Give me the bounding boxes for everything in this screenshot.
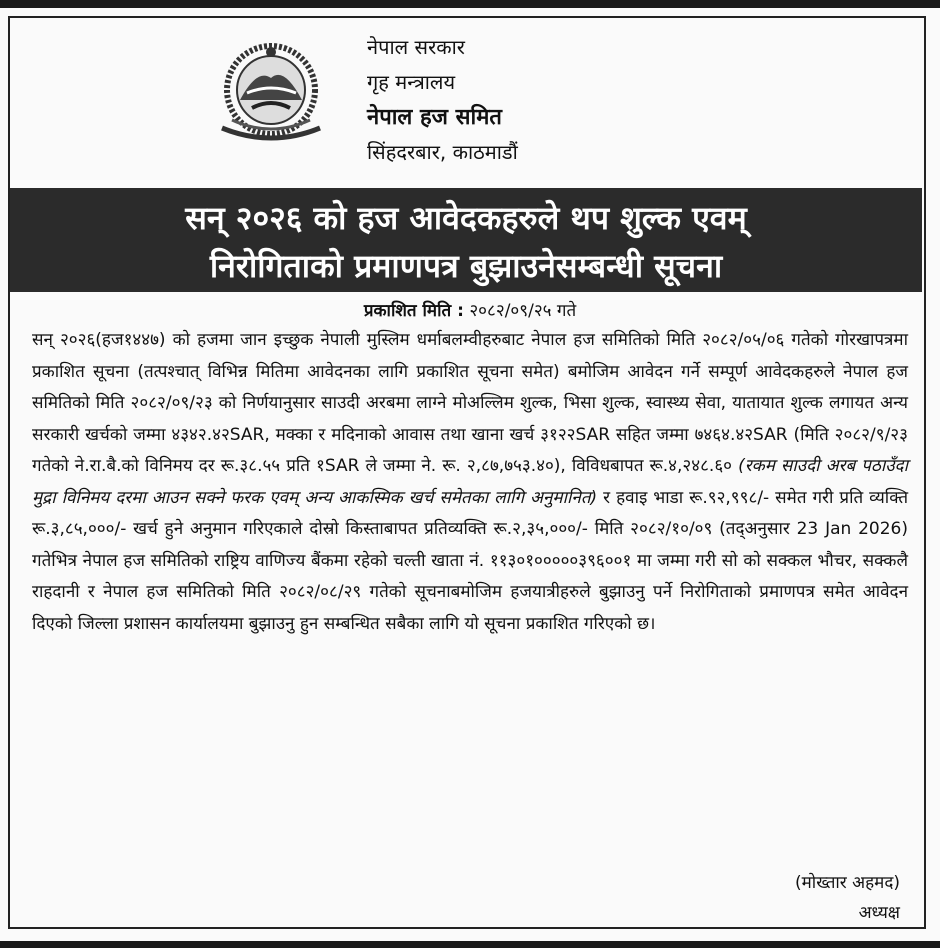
published-date-label: प्रकाशित मिति : — [363, 301, 464, 321]
signatory-designation: अध्यक्ष — [858, 903, 900, 923]
body-text-part-2: र हवाइ भाडा रू.९२,९९८/- समेत गरी प्रति व्यक्ति रू.३,८५,०००/- खर्च हुने अनुमान गरिएकाले दोस्रो किस्ताबापत प्रतिव्यक्ति रू.२,३५,०००/- मिति २०८२/१०/०९ (तद्अनुसार 23 Jan 2026) गतेभित्र नेपाल हज समितिको राष्ट्रिय वाणिज्य बैंकमा रहेको चल्ती खाता नं. ११३०१०००००३९६००१ मा जम्मा गरी सो को सक्कल भौचर, सक्कलै राहदानी र नेपाल हज समितिको मिति २०८२/०८/२९ गतेको सूचनाबमोजिम हजयात्रीहरुले बुझाउनु पर्ने निरोगिताको प्रमाणपत्र समेत आवेदन दिएको जिल्ला प्रशासन कार्यालयमा बुझाउनु हुन सम्बन्धित सबैका लागि यो सूचना प्रकाशित गरिएको छ। — [32, 487, 909, 634]
government-name: नेपाल सरकार — [367, 35, 465, 59]
title-line-1: सन् २०२६ को हज आवेदकहरुले थप शुल्क एवम् — [185, 199, 747, 237]
body-text-part-1: सन् २०२६(हज१४४७) को हजमा जान इच्छुक नेपाली मुस्लिम धर्माबलम्वीहरुबाट नेपाल हज समितिको मिति २०८२/०५/०६ गतेको गोरखापत्रमा प्रकाशित सूचना (तत्पश्चात् विभिन्न मितिमा आवेदनका लागि प्रकाशित सूचना समेत) बमोजिम आवेदन गर्ने सम्पूर्ण आवेदकहरुले नेपाल हज समितिको मिति २०८२/०९/२३ को निर्णयानुसार साउदी अरबमा लाग्ने मोअल्लिम शुल्क, भिसा शुल्क, स्वास्थ्य सेवा, यातायात शुल्क लगायत अन्य सरकारी खर्चको जम्मा ४३४२.४२SAR, मक्का र मदिनाको आवास तथा खाना खर्च ३१२२SAR सहित जम्मा ७४६४.४२SAR (मिति २०८२/९/२३ गतेको ने.रा.बै.को विनिमय दर रू.३८.५५ प्रति १SAR ले जम्मा ने. रू. २,८७,७५३.४०), विविधबापत रू.४,२४८.६० — [32, 330, 908, 476]
office-header — [367, 30, 627, 170]
published-date — [0, 298, 940, 321]
committee-name: नेपाल हज समित — [367, 105, 502, 130]
ministry-name: गृह मन्त्रालय — [367, 70, 456, 94]
nepal-government-emblem-icon — [212, 38, 330, 148]
body-text-italic-note: (रकम साउदी अरब पठाउँदा मुद्रा विनिमय दरमा आउन सक्ने फरक एवम् अन्य आकस्मिक खर्च समेतका लागि अनुमानित) — [32, 456, 908, 508]
title-line-2: निरोगिताको प्रमाणपत्र बुझाउनेसम्बन्धी सूचना — [209, 247, 723, 285]
signatory-name: (मोख्तार अहमद) — [795, 873, 900, 893]
signature-block — [795, 868, 900, 928]
published-date-value: २०८२/०९/२५ गते — [469, 301, 577, 321]
office-address: सिंहदरबार, काठमाडौं — [367, 140, 518, 164]
notice-body — [32, 325, 908, 640]
notice-title-banner — [10, 188, 922, 292]
notice-page — [0, 8, 940, 941]
